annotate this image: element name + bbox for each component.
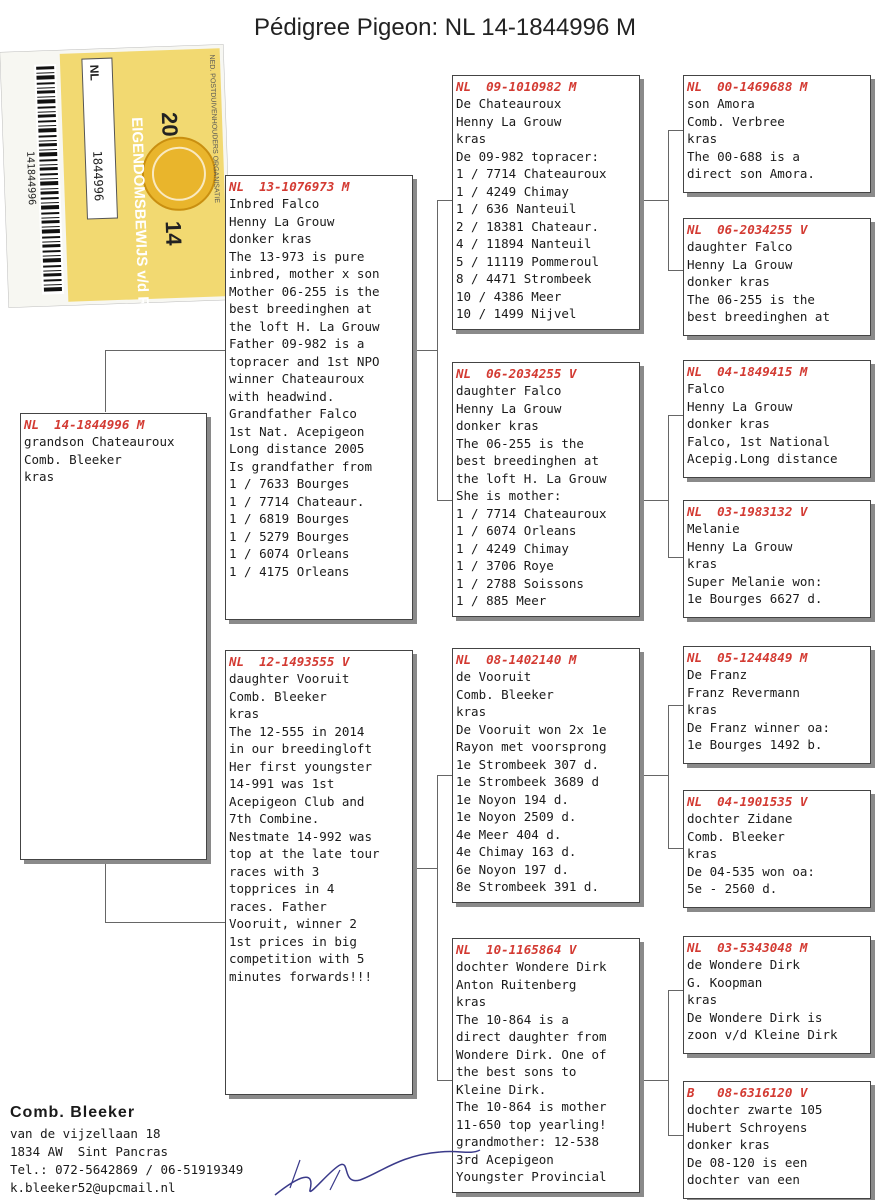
pigeon-info-line: 1 / 7714 Chateauroux xyxy=(456,505,607,521)
pigeon-info-line: 1 / 7633 Bourges xyxy=(229,476,350,491)
pigeon-info-line: topprices in 4 xyxy=(229,881,335,896)
breeder-email: k.bleeker52@upcmail.nl xyxy=(10,1180,176,1195)
pigeon-info-line: 4e Meer 404 d. xyxy=(456,826,562,842)
pigeon-info-line: De 04-535 won oa: xyxy=(687,863,815,879)
ring-number: NL 04-1901535 V xyxy=(687,794,808,809)
pigeon-info-line: donker kras xyxy=(229,231,312,246)
stamp-org: NED. POSTDUIVENHOUDERS ORGANISATIE xyxy=(207,54,221,204)
pigeon-info-line: 1 / 6074 Orleans xyxy=(229,546,350,561)
ring-number: NL 10-1165864 V xyxy=(456,942,577,957)
pigeon-info-line: 1e Noyon 194 d. xyxy=(456,791,569,807)
pigeon-info-line: top at the late tour xyxy=(229,846,380,861)
stamp-heading: EIGENDOMSBEWIJS v/d RING xyxy=(127,116,153,308)
pigeon-info-line: the loft H. La Grouw xyxy=(229,318,380,334)
pigeon-info-line: 1e Strombeek 307 d. xyxy=(456,756,599,772)
pigeon-card-mother-father xyxy=(452,648,640,903)
stamp-country: NL xyxy=(87,64,102,81)
ring-number: NL 05-1244849 M xyxy=(687,650,808,665)
ring-number: NL 13-1076973 M xyxy=(229,179,350,194)
pigeon-info-line: 11-650 top yearling! xyxy=(456,1116,607,1132)
pigeon-info-line: Comb. Bleeker xyxy=(456,686,554,702)
pigeon-info-line: the loft H. La Grouw xyxy=(456,470,607,486)
pigeon-info-line: best breedinghen at xyxy=(229,301,372,316)
pigeon-info-line: in our breedingloft xyxy=(229,741,372,756)
pigeon-info-line: Kleine Dirk. xyxy=(456,1081,547,1097)
pigeon-info-line: De Chateauroux xyxy=(456,96,562,111)
pigeon-info-line: Rayon met voorsprong xyxy=(456,739,607,754)
pigeon-info-line: kras xyxy=(687,556,718,571)
pigeon-info-line: de Vooruit xyxy=(456,669,532,684)
breeder-phone: Tel.: 072-5642869 / 06-51919349 xyxy=(10,1162,244,1177)
pigeon-info-line: The 00-688 is a xyxy=(687,148,800,164)
pigeon-info-line: Melanie xyxy=(687,521,740,536)
pigeon-info-line: De Vooruit won 2x 1e xyxy=(456,721,607,737)
pigeon-info-line: The 06-255 is the xyxy=(687,291,815,307)
pigeon-info-line: G. Koopman xyxy=(687,974,763,990)
pigeon-info-line: 1st prices in big xyxy=(229,933,357,949)
pigeon-info-line: Hubert Schroyens xyxy=(687,1119,808,1135)
pigeon-info-line: 1e Bourges 1492 b. xyxy=(687,737,823,752)
pigeon-info-line: daughter Falco xyxy=(456,383,562,398)
pigeon-info-line: Her first youngster xyxy=(229,758,372,774)
pigeon-info-line: winner Chateauroux xyxy=(229,371,365,386)
pigeon-info-line: kras xyxy=(687,992,718,1007)
pigeon-info-line: 4e Chimay 163 d. xyxy=(456,844,577,859)
pigeon-info-line: inbred, mother x son xyxy=(229,266,380,281)
pigeon-info-line: The 13-973 is pure xyxy=(229,248,365,264)
pigeon-card-father-father xyxy=(452,75,640,330)
pigeon-info-line: Father 09-982 is a xyxy=(229,336,365,351)
pigeon-card-father-mother xyxy=(452,362,640,617)
ring-number: B 08-6316120 V xyxy=(687,1085,808,1100)
pigeon-info-line: races. Father xyxy=(229,898,327,914)
pigeon-info-line: De 09-982 topracer: xyxy=(456,148,599,164)
pigeon-info-line: donker kras xyxy=(687,416,770,431)
pigeon-info-line: with headwind. xyxy=(229,388,335,404)
pigeon-info-line: grandmother: 12-538 xyxy=(456,1134,599,1149)
pigeon-info-line: Henny La Grouw xyxy=(456,113,562,129)
pigeon-info-line: kras xyxy=(687,702,718,717)
pigeon-info-line: De Franz winner oa: xyxy=(687,719,830,735)
pigeon-info-line: Comb. Bleeker xyxy=(687,828,785,844)
pigeon-info-line: direct daughter from xyxy=(456,1029,607,1044)
pigeon-info-line: Nestmate 14-992 was xyxy=(229,828,372,844)
pigeon-info-line: the best sons to xyxy=(456,1064,577,1079)
pigeon-info-line: kras xyxy=(687,131,718,146)
pigeon-info-line: The 10-864 is mother xyxy=(456,1099,607,1114)
pigeon-info-line: Henny La Grouw xyxy=(687,398,793,414)
pigeon-info-line: Henny La Grouw xyxy=(687,538,793,554)
pigeon-info-line: 1 / 2788 Soissons xyxy=(456,575,584,591)
pigeon-info-line: 1 / 636 Nanteuil xyxy=(456,201,577,216)
pigeon-info-line: Henny La Grouw xyxy=(687,256,793,272)
pigeon-info-line: De Wondere Dirk is xyxy=(687,1009,823,1025)
pigeon-info-line: 1 / 6819 Bourges xyxy=(229,511,350,526)
stamp-ring-number: 1844996 xyxy=(90,150,106,202)
pigeon-info-line: donker kras xyxy=(687,1137,770,1152)
pigeon-card-fmm xyxy=(683,500,871,618)
pigeon-info-line: dochter Wondere Dirk xyxy=(456,959,607,974)
pigeon-card-mff xyxy=(683,646,871,764)
pigeon-info-line: Falco, 1st National xyxy=(687,433,830,449)
pigeon-info-line: 1e Bourges 6627 d. xyxy=(687,591,823,606)
stamp-barcode-text: 141844996 xyxy=(24,150,37,206)
breeder-contact xyxy=(10,1104,243,1197)
pigeon-info-line: She is mother: xyxy=(456,488,562,503)
pigeon-info-line: direct son Amora. xyxy=(687,166,815,181)
pigeon-info-line: kras xyxy=(229,706,260,721)
pigeon-info-line: Comb. Verbree xyxy=(687,113,785,129)
pigeon-info-line: 1 / 885 Meer xyxy=(456,593,547,608)
ring-number: NL 04-1849415 M xyxy=(687,364,808,379)
pigeon-info-line: 5 / 11119 Pommeroul xyxy=(456,253,599,269)
pigeon-info-line: donker kras xyxy=(687,274,770,289)
breeder-address-city: 1834 AW Sint Pancras xyxy=(10,1144,169,1159)
pigeon-info-line: Vooruit, winner 2 xyxy=(229,916,357,931)
pigeon-info-line: Long distance 2005 xyxy=(229,441,365,456)
signature-icon xyxy=(270,1140,490,1200)
pigeon-info-line: Anton Ruitenberg xyxy=(456,976,577,992)
pigeon-info-line: competition with 5 xyxy=(229,951,365,966)
pigeon-info-line: 10 / 4386 Meer xyxy=(456,288,562,304)
pigeon-info-line: dochter zwarte 105 xyxy=(687,1102,823,1117)
ring-number: NL 14-1844996 M xyxy=(24,417,145,432)
pigeon-info-line: zoon v/d Kleine Dirk xyxy=(687,1027,838,1042)
pigeon-info-line: Henny La Grouw xyxy=(229,213,335,229)
pigeon-info-line: 1 / 3706 Roye xyxy=(456,558,554,573)
pigeon-info-line: 1 / 6074 Orleans xyxy=(456,523,577,538)
pigeon-info-line: best breedinghen at xyxy=(687,309,830,324)
pigeon-info-line: 4 / 11894 Nanteuil xyxy=(456,236,592,251)
pigeon-info-line: 1 / 4175 Orleans xyxy=(229,563,350,579)
pigeon-info-line: The 10-864 is a xyxy=(456,1011,569,1027)
breeder-address-street: van de vijzellaan 18 xyxy=(10,1126,161,1141)
pigeon-info-line: 1 / 7714 Chateauroux xyxy=(456,166,607,181)
pigeon-info-line: Inbred Falco xyxy=(229,196,320,211)
pigeon-card-fmf xyxy=(683,360,871,478)
pigeon-info-line: dochter van een xyxy=(687,1172,800,1187)
pigeon-info-line: 8e Strombeek 391 d. xyxy=(456,879,599,894)
pigeon-card-fff xyxy=(683,75,871,193)
pigeon-info-line: minutes forwards!!! xyxy=(229,968,372,984)
pigeon-info-line: races with 3 xyxy=(229,863,320,879)
pigeon-info-line: kras xyxy=(456,994,487,1009)
pigeon-info-line: 6e Noyon 197 d. xyxy=(456,861,569,877)
pigeon-card-mfm xyxy=(683,790,871,908)
stamp-year-left: 20 xyxy=(156,111,183,138)
pigeon-info-line: Falco xyxy=(687,381,725,396)
pigeon-info-line: kras xyxy=(687,846,718,861)
ring-number: NL 12-1493555 V xyxy=(229,654,350,669)
ring-number: NL 09-1010982 M xyxy=(456,79,577,94)
pigeon-info-line: dochter Zidane xyxy=(687,811,793,826)
pigeon-info-line: 1 / 5279 Bourges xyxy=(229,528,350,544)
pigeon-info-line: son Amora xyxy=(687,96,755,111)
pigeon-info-line: kras xyxy=(456,704,487,719)
pigeon-card-mother xyxy=(225,650,413,1095)
pigeon-info-line: kras xyxy=(24,469,55,484)
pigeon-info-line: The 06-255 is the xyxy=(456,435,584,451)
pigeon-info-line: best breedinghen at xyxy=(456,453,599,468)
pigeon-info-line: De 08-120 is een xyxy=(687,1154,808,1170)
pigeon-info-line: Comb. Bleeker xyxy=(229,688,327,704)
pigeon-info-line: Acepig.Long distance xyxy=(687,451,838,466)
pigeon-info-line: daughter Falco xyxy=(687,239,793,254)
pigeon-info-line: 1 / 7714 Chateaur. xyxy=(229,493,365,509)
stamp-year-right: 14 xyxy=(160,220,187,246)
pigeon-info-line: 5e - 2560 d. xyxy=(687,881,778,896)
pigeon-info-line: 3rd Acepigeon xyxy=(456,1151,554,1167)
pigeon-info-line: Comb. Bleeker xyxy=(24,451,122,467)
pigeon-info-line: Acepigeon Club and xyxy=(229,793,365,809)
ring-number: NL 06-2034255 V xyxy=(456,366,577,381)
ring-number: NL 03-5343048 M xyxy=(687,940,808,955)
pigeon-info-line: topracer and 1st NPO xyxy=(229,353,380,369)
ring-number: NL 08-1402140 M xyxy=(456,652,577,667)
pigeon-info-line: 1 / 4249 Chimay xyxy=(456,183,569,199)
pigeon-card-father xyxy=(225,175,413,620)
pigeon-info-line: kras xyxy=(456,131,487,146)
pigeon-info-line: The 12-555 in 2014 xyxy=(229,723,365,739)
pigeon-info-line: Wondere Dirk. One of xyxy=(456,1046,607,1062)
pigeon-info-line: 10 / 1499 Nijvel xyxy=(456,306,577,321)
pigeon-info-line: 7th Combine. xyxy=(229,811,320,826)
pigeon-info-line: De Franz xyxy=(687,667,748,682)
pigeon-info-line: Henny La Grouw xyxy=(456,400,562,416)
pigeon-info-line: Is grandfather from xyxy=(229,458,372,474)
pigeon-info-line: 1 / 4249 Chimay xyxy=(456,540,569,556)
pigeon-info-line: 1e Strombeek 3689 d xyxy=(456,774,599,789)
pigeon-card-mmm xyxy=(683,1081,871,1199)
pigeon-info-line: Super Melanie won: xyxy=(687,573,823,589)
ring-number: NL 00-1469688 M xyxy=(687,79,808,94)
pigeon-info-line: donker kras xyxy=(456,418,539,433)
pigeon-info-line: 14-991 was 1st xyxy=(229,776,335,791)
pigeon-info-line: Youngster Provincial xyxy=(456,1169,607,1184)
breeder-name: Comb. Bleeker xyxy=(10,1104,136,1121)
ring-certificate-stamp xyxy=(0,44,232,308)
pigeon-info-line: daughter Vooruit xyxy=(229,671,350,686)
page-title: Pédigree Pigeon: NL 14-1844996 M xyxy=(253,14,637,41)
ring-number: NL 06-2034255 V xyxy=(687,222,808,237)
pigeon-info-line: 1e Noyon 2509 d. xyxy=(456,809,577,824)
pigeon-card-ffm xyxy=(683,218,871,336)
pigeon-info-line: Franz Revermann xyxy=(687,684,800,700)
pigeon-info-line: de Wondere Dirk xyxy=(687,957,800,972)
pigeon-info-line: 2 / 18381 Chateaur. xyxy=(456,218,599,234)
pigeon-card-mmf xyxy=(683,936,871,1054)
pigeon-info-line: Grandfather Falco xyxy=(229,406,357,421)
pigeon-info-line: 8 / 4471 Strombeek xyxy=(456,271,592,286)
pigeon-info-line: Mother 06-255 is the xyxy=(229,283,380,299)
pigeon-info-line: 1st Nat. Acepigeon xyxy=(229,423,365,439)
ring-number: NL 03-1983132 V xyxy=(687,504,808,519)
pigeon-info-line: grandson Chateauroux xyxy=(24,434,175,449)
pigeon-card-subject xyxy=(20,413,207,860)
